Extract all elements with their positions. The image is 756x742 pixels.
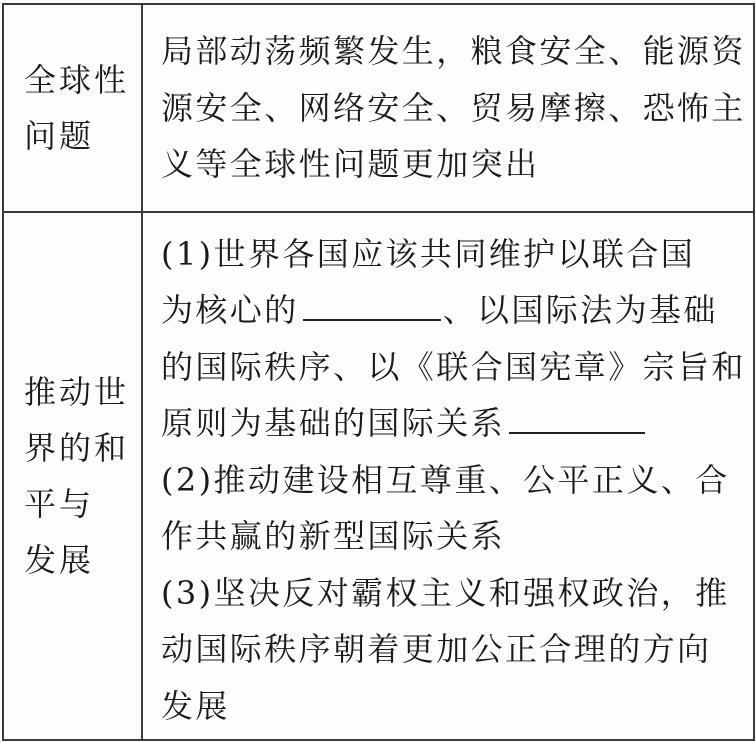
- row-label-line: 界的和: [24, 429, 130, 467]
- content-line: (3)坚决反对霸权主义和强权政治，推: [161, 573, 730, 612]
- content-line: 作共赢的新型国际关系: [161, 517, 506, 556]
- row-label-line: 推动世: [24, 373, 130, 411]
- content-line-with-blank: [161, 282, 745, 339]
- content-line-with-blank: [161, 395, 745, 452]
- content-line: 动国际秩序朝着更加公正合理的方向: [161, 630, 712, 669]
- content-line: 发展: [161, 686, 230, 725]
- fill-in-blank[interactable]: [509, 402, 645, 434]
- content-line: 义等全球性问题更加突出: [161, 145, 540, 184]
- content-text: 原则为基础的国际关系: [161, 404, 506, 443]
- table-row: [3, 4, 754, 212]
- content-line: 的国际秩序、以《联合国宪章》宗旨和: [161, 347, 746, 386]
- content-line: 源安全、网络安全、贸易摩擦、恐怖主: [161, 88, 746, 127]
- content-line: 局部动荡频繁发生，粮食安全、能源资: [161, 32, 746, 71]
- row-label-line: 发展: [24, 541, 95, 579]
- row-content-cell: [142, 212, 754, 740]
- knowledge-table: [2, 3, 755, 741]
- row-label-line: 平与: [24, 485, 95, 523]
- table-row: [3, 212, 754, 740]
- content-text: 、以国际法为基础: [442, 291, 718, 330]
- row-label-cell: [3, 212, 142, 740]
- content-line: (1)世界各国应该共同维护以联合国: [161, 234, 696, 273]
- row-label-line: 全球性: [24, 61, 130, 99]
- row-label-cell: [3, 4, 142, 212]
- content-line: (2)推动建设相互尊重、公平正义、合: [161, 460, 730, 499]
- row-content-cell: [142, 4, 754, 212]
- content-text: 为核心的: [161, 291, 299, 330]
- row-label-line: 问题: [24, 117, 95, 155]
- fill-in-blank[interactable]: [303, 289, 441, 321]
